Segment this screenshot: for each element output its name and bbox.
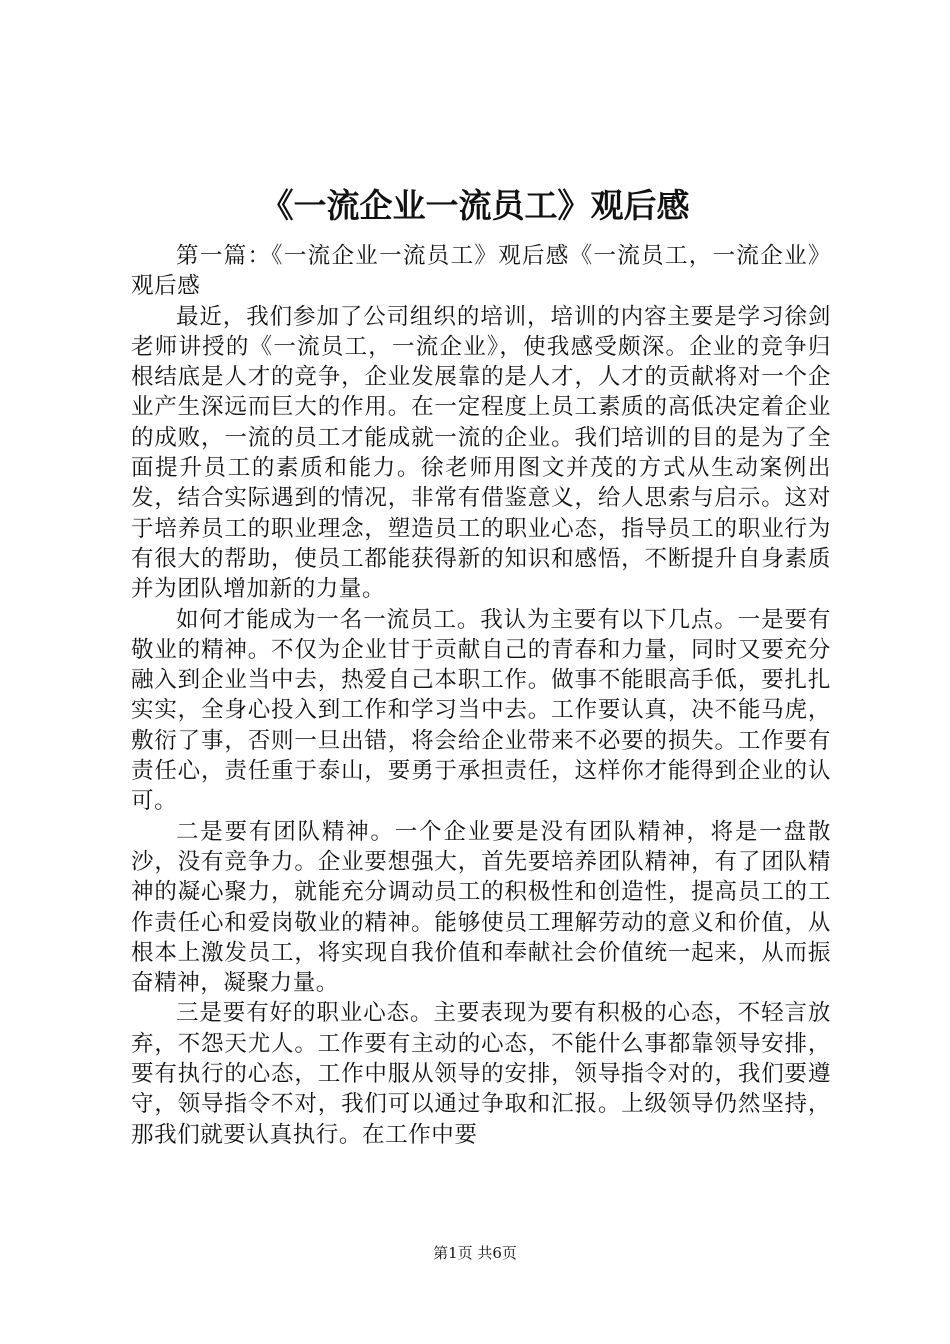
document-title: 《一流企业一流员工》观后感 <box>260 186 690 225</box>
paragraph-1: 第一篇：《一流企业一流员工》观后感《一流员工，一流企业》观后感 <box>131 243 831 300</box>
document-body <box>131 241 831 1150</box>
paragraph-4: 二是要有团队精神。一个企业要是没有团队精神，将是一盘散沙，没有竞争力。企业要想强大，首先要培养团队精神，有了团队精神的凝心聚力，就能充分调动员工的积极性和创造性，提高员工的工作责任心和爱岗敬业的精神。能够使员工理解劳动的意义和价值，从根本上激发员工，将实现自我价值和奉献社会价值统一起来，从而振奋精神，凝聚力量。 <box>131 818 831 997</box>
paragraph-3: 如何才能成为一名一流员工。我认为主要有以下几点。一是要有敬业的精神。不仅为企业甘于贡献自己的青春和力量，同时又要充分融入到企业当中去，热爱自己本职工作。做事不能眼高手低，要扎扎实实，全身心投入到工作和学习当中去。工作要认真，决不能马虎，敷衍了事，否则一旦出错，将会给企业带来不必要的损失。工作要有责任心，责任重于泰山，要勇于承担责任，这样你才能得到企业的认可。 <box>131 606 831 815</box>
paragraph-2: 最近，我们参加了公司组织的培训，培训的内容主要是学习徐剑老师讲授的《一流员工，一流企业》，使我感受颇深。企业的竞争归根结底是人才的竞争，企业发展靠的是人才，人才的贡献将对一个企业产生深远而巨大的作用。在一定程度上员工素质的高低决定着企业的成败，一流的员工才能成就一流的企业。我们培训的目的是为了全面提升员工的素质和能力。徐老师用图文并茂的方式从生动案例出发，结合实际遇到的情况，非常有借鉴意义，给人思索与启示。这对于培养员工的职业理念，塑造员工的职业心态，指导员工的职业行为有很大的帮助，使员工都能获得新的知识和感悟，不断提升自身素质并为团队增加新的力量。 <box>131 303 831 603</box>
page-footer: 第1页 共6页 <box>433 1244 517 1262</box>
paragraph-5: 三是要有好的职业心态。主要表现为要有积极的心态，不轻言放弃，不怨天尤人。工作要有主动的心态，不能什么事都靠领导安排，要有执行的心态，工作中服从领导的安排，领导指令对的，我们要遵守，领导指令不对，我们可以通过争取和汇报。上级领导仍然坚持，那我们就要认真执行。在工作中要 <box>131 1000 831 1148</box>
